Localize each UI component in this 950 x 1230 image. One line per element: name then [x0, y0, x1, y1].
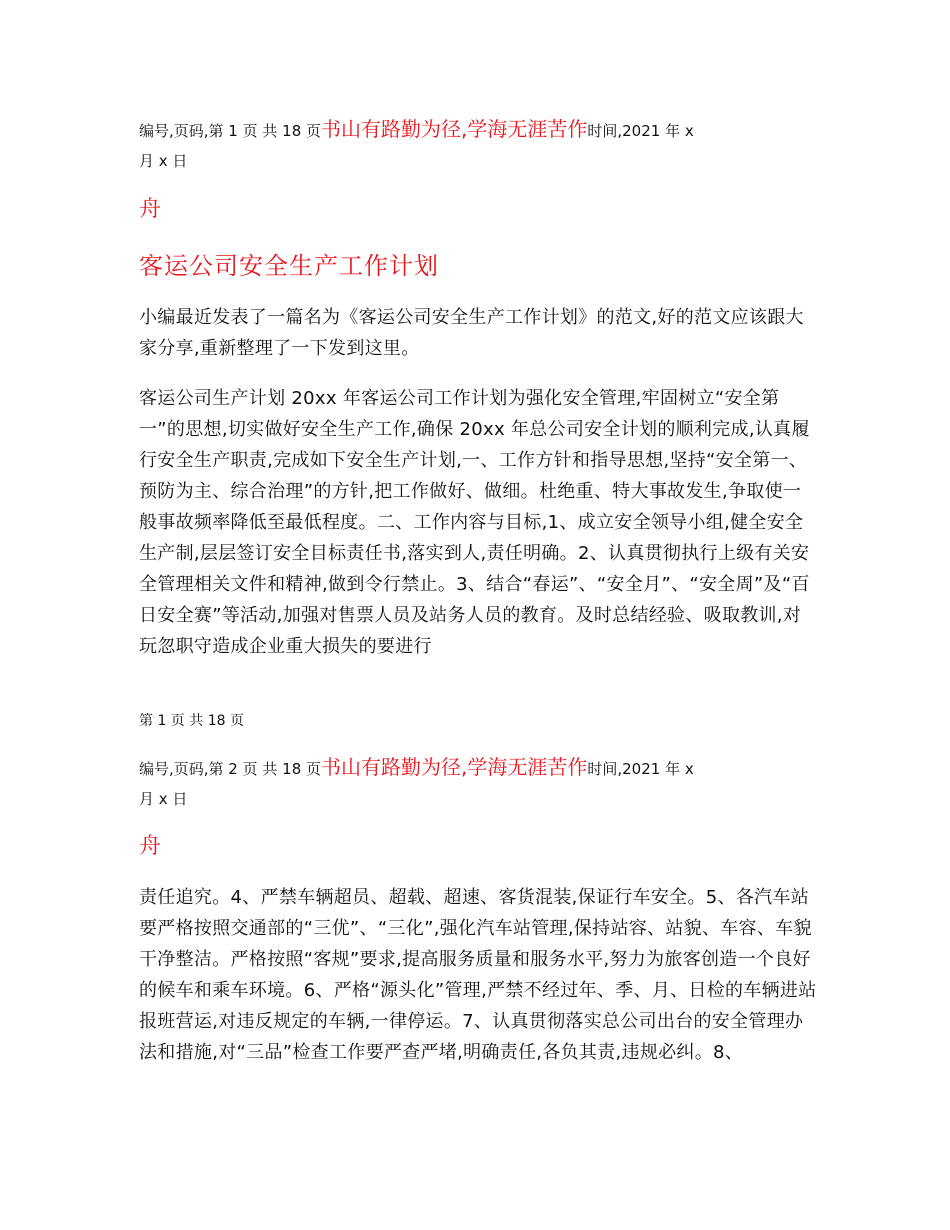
header-line-1 — [139, 752, 819, 784]
header-date-line-2: 月 x 日 — [139, 790, 188, 808]
body-paragraph: 客运公司生产计划 20xx 年客运公司工作计划为强化安全管理,牢固树立“安全第一”的思想,切实做好安全生产工作,确保 20xx 年总公司安全计划的顺利完成,认真履行安全生产职责,完成如下安全生产计划,一、工作方针和指导思想,坚持“安全第一、预防为主、综合治理”的方针,把工作做好、做细。杜绝重、特大事故发生,争取使一般事故频率降低至最低程度。二、工作内容与目标,1、成立安全领导小组,健全安全生产制,层层签订安全目标责任书,落实到人,责任明确。2、认真贯彻执行上级有关安全管理相关文件和精神,做到令行禁止。3、结合“春运”、“安全月”、“安全周”及“百日安全赛”等活动,加强对售票人员及站务人员的教育。及时总结经验、吸取教训,对玩忽职守造成企业重大损失的要进行 — [139, 388, 810, 657]
header-date-line-2: 月 x 日 — [139, 152, 188, 170]
body-paragraph: 责任追究。4、严禁车辆超员、超载、超速、客货混装,保证行车安全。5、各汽车站要严格按照交通部的“三优”、“三化”,强化汽车站管理,保持站容、站貌、车容、车貌干净整洁。严格按照“客规”要求,提高服务质量和服务水平,努力为旅客创造一个良好的候车和乘车环境。6、严格“源头化”管理,严禁不经过年、季、月、日检的车辆进站报班营运,对违反规定的车辆,一律停运。7、认真贯彻落实总公司出台的安全管理办法和措施,对“三品”检查工作要严查严堵,明确责任,各负其责,违规必纠。8、 — [139, 887, 817, 1063]
header-date: 时间,2021 年 x — [587, 760, 694, 778]
header-date: 时间,2021 年 x — [587, 122, 694, 140]
header-line-1 — [139, 114, 819, 146]
page-header — [139, 114, 819, 176]
document-title: 客运公司安全生产工作计划 — [139, 252, 439, 280]
header-zhou: 舟 — [139, 834, 162, 859]
header-prefix: 编号,页码,第 2 页 共 18 页 — [139, 760, 322, 778]
page-header — [139, 752, 819, 814]
header-motto: 书山有路勤为径,学海无涯苦作 — [321, 755, 588, 779]
header-zhou: 舟 — [139, 197, 162, 222]
intro-paragraph: 小编最近发表了一篇名为《客运公司安全生产工作计划》的范文,好的范文应该跟大家分享,重新整理了一下发到这里。 — [139, 307, 804, 359]
header-motto: 书山有路勤为径,学海无涯苦作 — [321, 117, 588, 141]
header-prefix: 编号,页码,第 1 页 共 18 页 — [139, 122, 322, 140]
page-footer: 第 1 页 共 18 页 — [139, 713, 244, 729]
